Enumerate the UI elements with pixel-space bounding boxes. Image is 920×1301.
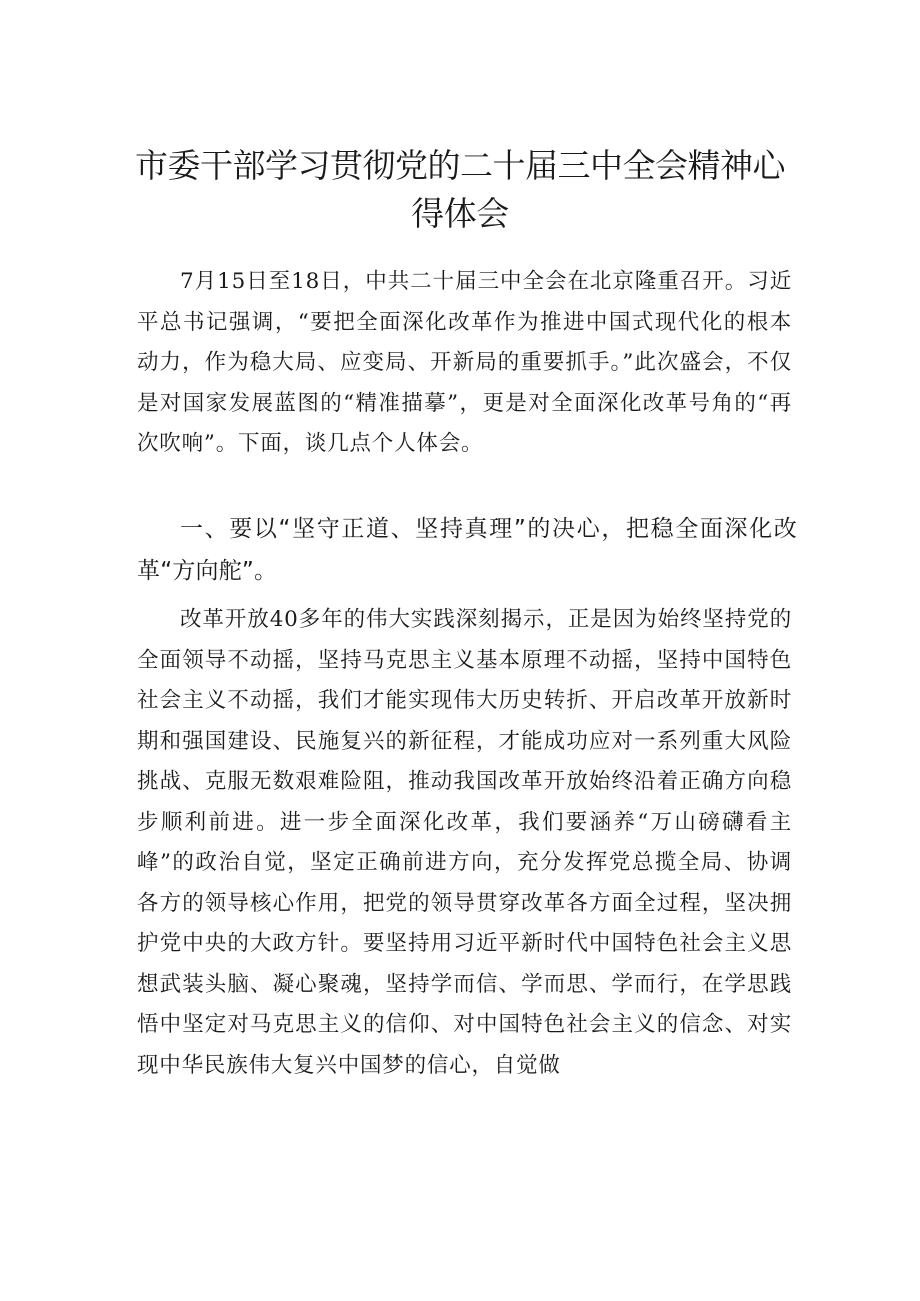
document-title: 市委干部学习贯彻党的二十届三中全会精神心得体会 bbox=[135, 146, 785, 233]
section-heading-1: 一、要以“坚守正道、坚持真理”的决心，把稳全面深化改革“方向舵”。 bbox=[137, 516, 797, 584]
paragraph-intro: 7月15日至18日，中共二十届三中全会在北京隆重召开。习近平总书记强调，“要把全面深化改革作为推进中国式现代化的根本动力，作为稳大局、应变局、开新局的重要抓手。”此次盛会，不仅是对国家发展蓝图的“精准描摹”，更是对全面深化改革号角的“再次吹响”。下面，谈几点个人体会。 bbox=[137, 269, 792, 456]
paragraph-section-1-body: 改革开放40多年的伟大实践深刻揭示，正是因为始终坚持党的全面领导不动摇，坚持马克思主义基本原理不动摇，坚持中国特色社会主义不动摇，我们才能实现伟大历史转折、开启改革开放新时期和强国建设、民施复兴的新征程，才能成功应对一系列重大风险挑战、克服无数艰难险阻，推动我国改革开放始终沿着正确方向稳步顺利前进。进一步全面深化改革，我们要涵养“万山磅礴看主峰”的政治自觉，坚定正确前进方向，充分发挥党总揽全局、协调各方的领导核心作用，把党的领导贯穿改革各方面全过程，坚决拥护党中央的大政方针。要坚持用习近平新时代中国特色社会主义思想武装头脑、凝心聚魂，坚持学而信、学而思、学而行，在学思践悟中坚定对马克思主义的信仰、对中国特色社会主义的信念、对实现中华民族伟大复兴中国梦的信心，自觉做 bbox=[137, 607, 792, 1078]
